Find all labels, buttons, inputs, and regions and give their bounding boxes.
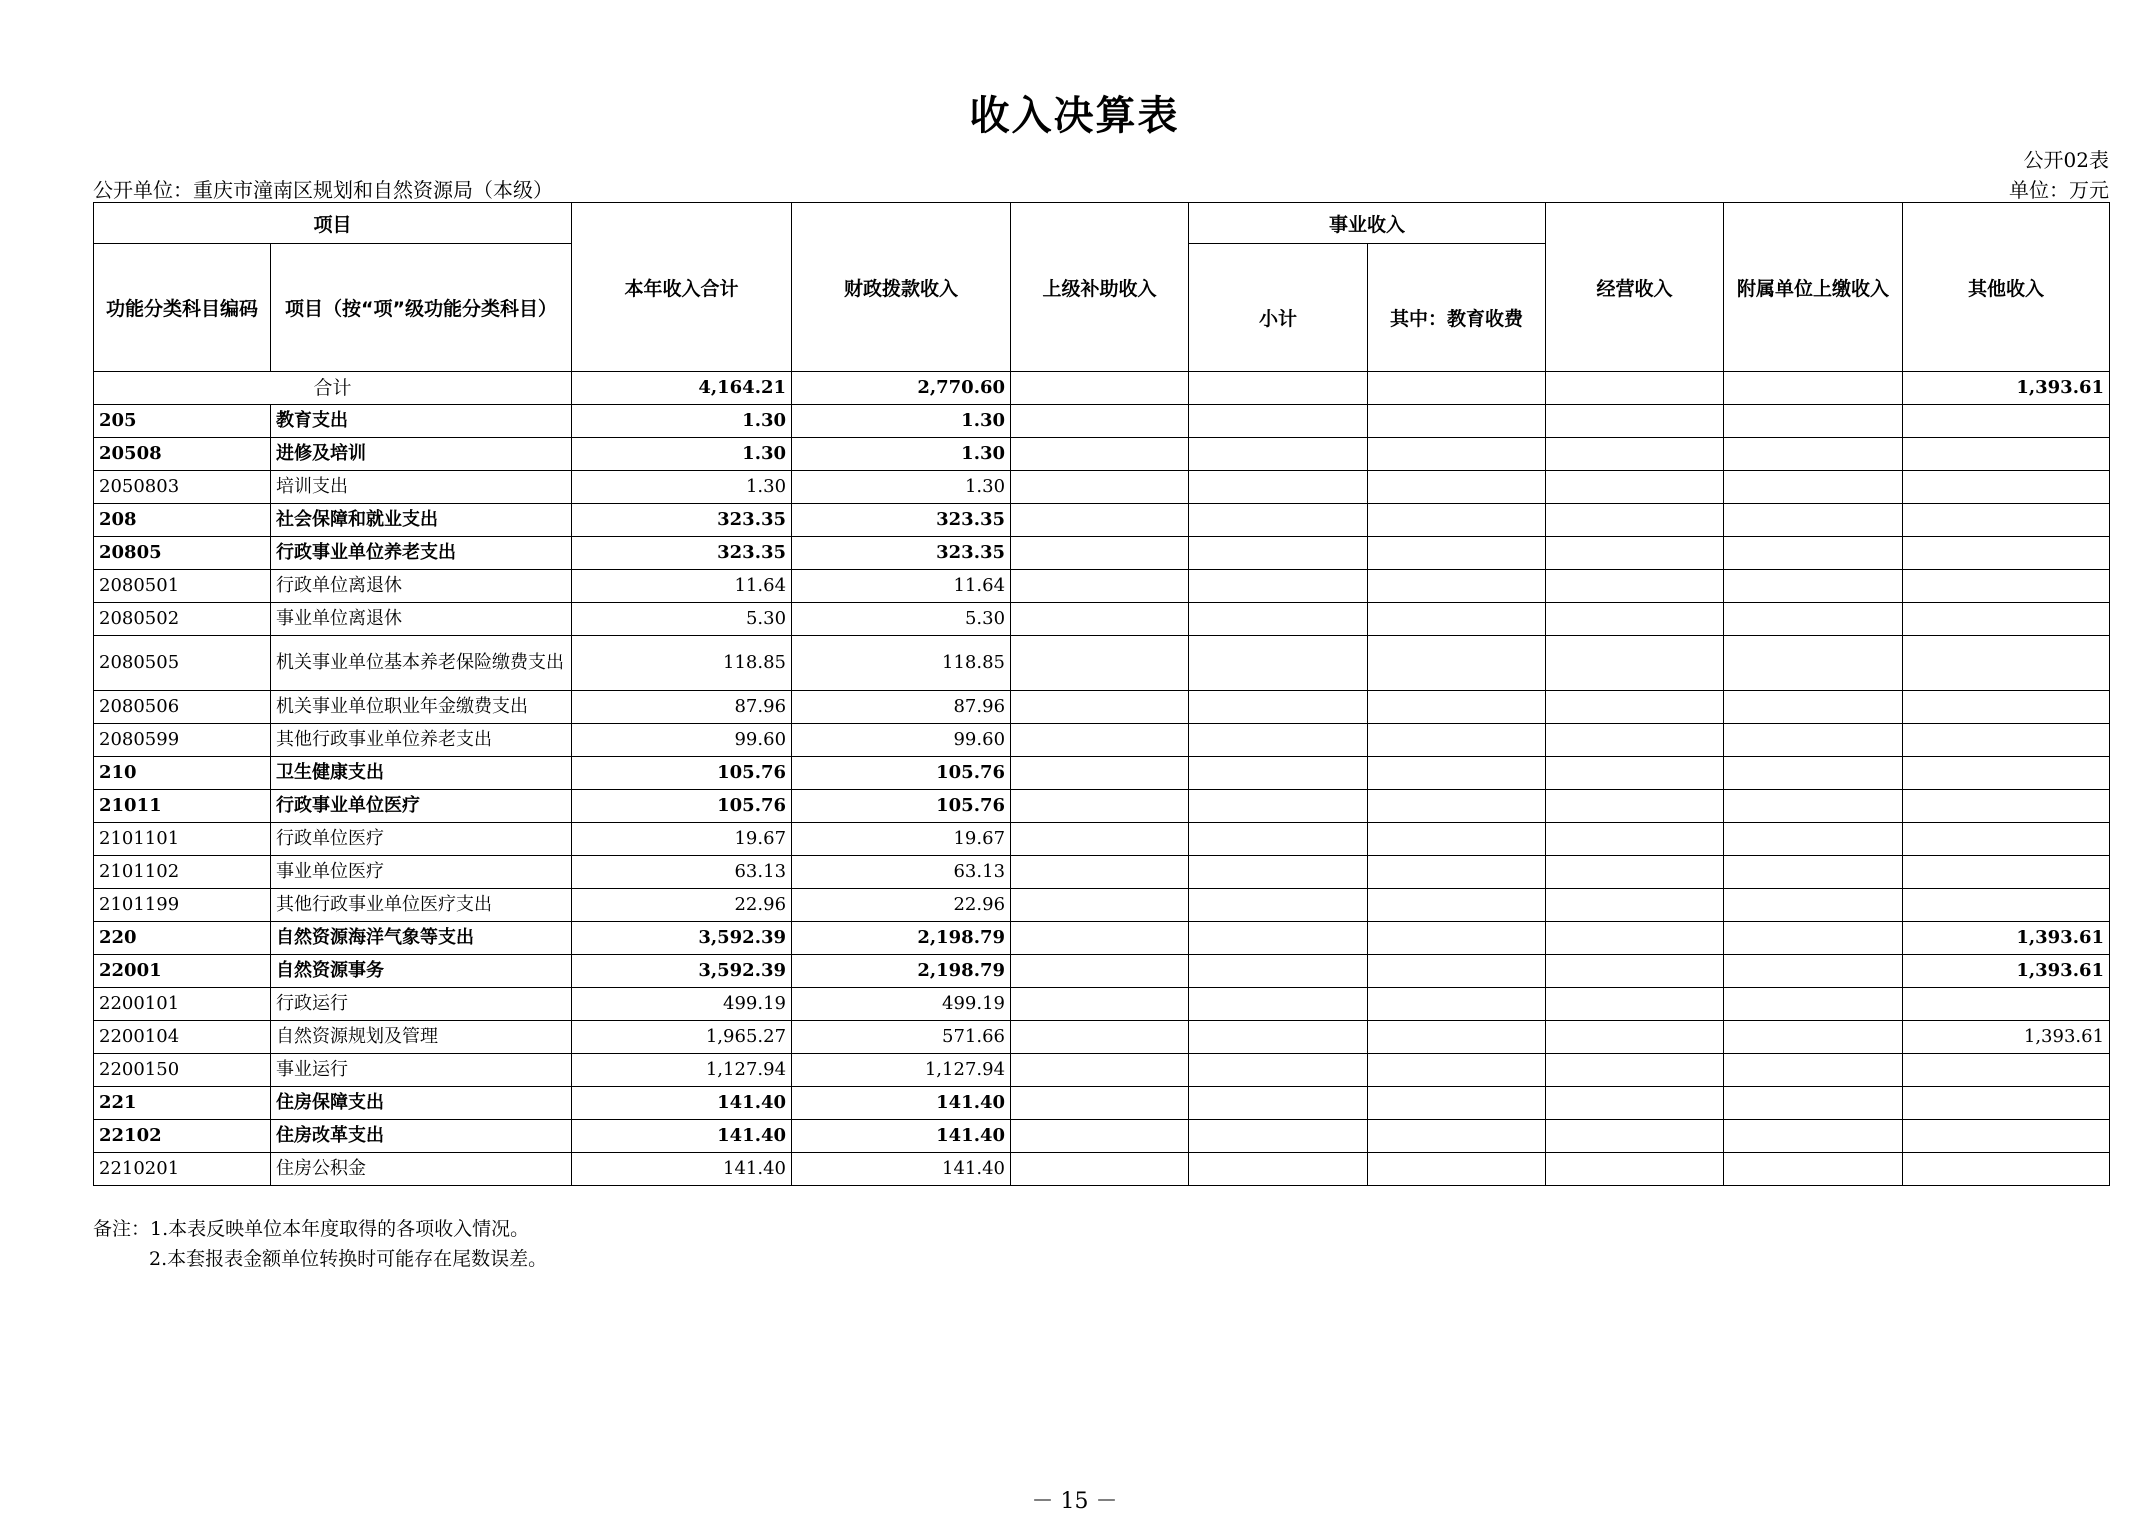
name-cell: 住房保障支出 [271, 1087, 572, 1120]
name-cell: 社会保障和就业支出 [271, 504, 572, 537]
education-cell [1368, 757, 1546, 790]
superior-cell [1011, 922, 1189, 955]
affiliated-cell [1724, 691, 1903, 724]
code-cell: 2080599 [94, 724, 271, 757]
name-cell: 行政运行 [271, 988, 572, 1021]
operating-cell [1546, 724, 1724, 757]
affiliated-cell [1724, 790, 1903, 823]
name-cell: 自然资源规划及管理 [271, 1021, 572, 1054]
education-cell [1368, 1054, 1546, 1087]
other-cell [1903, 724, 2110, 757]
header-education: 其中：教育收费 [1368, 244, 1546, 372]
total-cell: 141.40 [572, 1153, 792, 1186]
total-cell: 323.35 [572, 504, 792, 537]
total-cell: 1,965.27 [572, 1021, 792, 1054]
subtotal-cell [1189, 471, 1368, 504]
table-row [94, 471, 2110, 504]
table-row [94, 790, 2110, 823]
other-cell [1903, 988, 2110, 1021]
education-cell [1368, 724, 1546, 757]
affiliated-cell [1724, 988, 1903, 1021]
page-title: 收入决算表 [969, 93, 1180, 139]
code-cell: 205 [94, 405, 271, 438]
fiscal-cell: 141.40 [792, 1087, 1011, 1120]
affiliated-cell [1724, 603, 1903, 636]
table-row [94, 856, 2110, 889]
table-row [94, 691, 2110, 724]
operating-cell [1546, 790, 1724, 823]
table-row [94, 405, 2110, 438]
other-cell [1903, 1120, 2110, 1153]
code-cell: 2200104 [94, 1021, 271, 1054]
name-cell: 行政单位医疗 [271, 823, 572, 856]
code-cell: 22001 [94, 955, 271, 988]
table-row [94, 823, 2110, 856]
total-cell: 141.40 [572, 1120, 792, 1153]
superior-cell [1011, 471, 1189, 504]
other-cell [1903, 1054, 2110, 1087]
total-cell: 105.76 [572, 790, 792, 823]
total-superior [1011, 372, 1189, 405]
affiliated-cell [1724, 823, 1903, 856]
superior-cell [1011, 1054, 1189, 1087]
operating-cell [1546, 1054, 1724, 1087]
code-cell: 2080506 [94, 691, 271, 724]
total-cell: 1,127.94 [572, 1054, 792, 1087]
other-cell: 1,393.61 [1903, 1021, 2110, 1054]
header-affiliated: 附属单位上缴收入 [1724, 203, 1903, 372]
page-number: － 15 － [1031, 1489, 1118, 1514]
total-cell: 118.85 [572, 636, 792, 691]
education-cell [1368, 823, 1546, 856]
subtotal-cell [1189, 603, 1368, 636]
subtotal-cell [1189, 724, 1368, 757]
superior-cell [1011, 1021, 1189, 1054]
affiliated-cell [1724, 955, 1903, 988]
superior-cell [1011, 636, 1189, 691]
subtotal-cell [1189, 1054, 1368, 1087]
table-row [94, 724, 2110, 757]
total-cell: 1.30 [572, 405, 792, 438]
table-row [94, 922, 2110, 955]
affiliated-cell [1724, 757, 1903, 790]
total-affiliated [1724, 372, 1903, 405]
operating-cell [1546, 988, 1724, 1021]
code-cell: 2080505 [94, 636, 271, 691]
fiscal-cell: 141.40 [792, 1153, 1011, 1186]
total-cell: 63.13 [572, 856, 792, 889]
fiscal-cell: 11.64 [792, 570, 1011, 603]
subtotal-cell [1189, 1087, 1368, 1120]
code-cell: 210 [94, 757, 271, 790]
total-cell: 5.30 [572, 603, 792, 636]
subtotal-cell [1189, 570, 1368, 603]
subtotal-cell [1189, 856, 1368, 889]
header-superior: 上级补助收入 [1011, 203, 1189, 372]
other-cell [1903, 1087, 2110, 1120]
code-cell: 2080502 [94, 603, 271, 636]
operating-cell [1546, 691, 1724, 724]
education-cell [1368, 504, 1546, 537]
education-cell [1368, 405, 1546, 438]
header-other: 其他收入 [1903, 203, 2110, 372]
other-cell [1903, 856, 2110, 889]
superior-cell [1011, 1120, 1189, 1153]
code-cell: 2210201 [94, 1153, 271, 1186]
fiscal-cell: 63.13 [792, 856, 1011, 889]
other-cell [1903, 570, 2110, 603]
reporting-unit: 公开单位：重庆市潼南区规划和自然资源局（本级） [93, 178, 553, 202]
header-code: 功能分类科目编码 [94, 244, 271, 372]
subtotal-cell [1189, 823, 1368, 856]
table-row [94, 757, 2110, 790]
income-table [93, 202, 2110, 1186]
subtotal-cell [1189, 1021, 1368, 1054]
fiscal-cell: 118.85 [792, 636, 1011, 691]
subtotal-cell [1189, 790, 1368, 823]
fiscal-cell: 323.35 [792, 504, 1011, 537]
table-row [94, 1153, 2110, 1186]
other-cell [1903, 405, 2110, 438]
fiscal-cell: 105.76 [792, 757, 1011, 790]
table-row [94, 504, 2110, 537]
education-cell [1368, 955, 1546, 988]
operating-cell [1546, 603, 1724, 636]
subtotal-cell [1189, 922, 1368, 955]
superior-cell [1011, 823, 1189, 856]
operating-cell [1546, 889, 1724, 922]
education-cell [1368, 1087, 1546, 1120]
fiscal-cell: 99.60 [792, 724, 1011, 757]
table-row [94, 1120, 2110, 1153]
name-cell: 教育支出 [271, 405, 572, 438]
table-row [94, 603, 2110, 636]
fiscal-cell: 499.19 [792, 988, 1011, 1021]
name-cell: 进修及培训 [271, 438, 572, 471]
education-cell [1368, 438, 1546, 471]
operating-cell [1546, 955, 1724, 988]
fiscal-cell: 1,127.94 [792, 1054, 1011, 1087]
education-cell [1368, 537, 1546, 570]
name-cell: 机关事业单位基本养老保险缴费支出 [271, 636, 572, 691]
subtotal-cell [1189, 504, 1368, 537]
superior-cell [1011, 570, 1189, 603]
fiscal-cell: 2,198.79 [792, 922, 1011, 955]
table-row [94, 1021, 2110, 1054]
subtotal-cell [1189, 757, 1368, 790]
name-cell: 自然资源事务 [271, 955, 572, 988]
header-total: 本年收入合计 [572, 203, 792, 372]
fiscal-cell: 141.40 [792, 1120, 1011, 1153]
total-fiscal: 2,770.60 [792, 372, 1011, 405]
notes [93, 1214, 547, 1274]
note-1: 备注：1.本表反映单位本年度取得的各项收入情况。 [93, 1218, 530, 1240]
total-cell: 11.64 [572, 570, 792, 603]
superior-cell [1011, 438, 1189, 471]
name-cell: 住房改革支出 [271, 1120, 572, 1153]
code-cell: 2200150 [94, 1054, 271, 1087]
other-cell [1903, 757, 2110, 790]
affiliated-cell [1724, 471, 1903, 504]
superior-cell [1011, 988, 1189, 1021]
subtotal-cell [1189, 1153, 1368, 1186]
total-cell: 99.60 [572, 724, 792, 757]
fiscal-cell: 1.30 [792, 471, 1011, 504]
total-subtotal [1189, 372, 1368, 405]
total-cell: 19.67 [572, 823, 792, 856]
operating-cell [1546, 537, 1724, 570]
education-cell [1368, 691, 1546, 724]
form-number: 公开02表 [2023, 148, 2109, 172]
affiliated-cell [1724, 438, 1903, 471]
code-cell: 2050803 [94, 471, 271, 504]
name-cell: 其他行政事业单位医疗支出 [271, 889, 572, 922]
code-cell: 208 [94, 504, 271, 537]
operating-cell [1546, 504, 1724, 537]
name-cell: 培训支出 [271, 471, 572, 504]
education-cell [1368, 790, 1546, 823]
code-cell: 2200101 [94, 988, 271, 1021]
education-cell [1368, 636, 1546, 691]
code-cell: 2080501 [94, 570, 271, 603]
code-cell: 20805 [94, 537, 271, 570]
other-cell [1903, 537, 2110, 570]
subtotal-cell [1189, 955, 1368, 988]
affiliated-cell [1724, 570, 1903, 603]
affiliated-cell [1724, 504, 1903, 537]
total-cell: 105.76 [572, 757, 792, 790]
superior-cell [1011, 504, 1189, 537]
fiscal-cell: 5.30 [792, 603, 1011, 636]
header-operating: 经营收入 [1546, 203, 1724, 372]
table-row [94, 636, 2110, 691]
code-cell: 2101102 [94, 856, 271, 889]
fiscal-cell: 1.30 [792, 438, 1011, 471]
other-cell [1903, 603, 2110, 636]
education-cell [1368, 570, 1546, 603]
name-cell: 行政事业单位医疗 [271, 790, 572, 823]
other-cell [1903, 823, 2110, 856]
other-cell [1903, 1153, 2110, 1186]
operating-cell [1546, 1120, 1724, 1153]
affiliated-cell [1724, 1021, 1903, 1054]
total-amount: 4,164.21 [572, 372, 792, 405]
superior-cell [1011, 691, 1189, 724]
education-cell [1368, 922, 1546, 955]
code-cell: 21011 [94, 790, 271, 823]
education-cell [1368, 1153, 1546, 1186]
header-business: 事业收入 [1189, 203, 1546, 244]
name-cell: 行政单位离退休 [271, 570, 572, 603]
superior-cell [1011, 790, 1189, 823]
header-item: 项目 [94, 203, 572, 244]
affiliated-cell [1724, 724, 1903, 757]
operating-cell [1546, 757, 1724, 790]
name-cell: 其他行政事业单位养老支出 [271, 724, 572, 757]
affiliated-cell [1724, 537, 1903, 570]
affiliated-cell [1724, 636, 1903, 691]
affiliated-cell [1724, 856, 1903, 889]
table-row [94, 988, 2110, 1021]
total-cell: 1.30 [572, 471, 792, 504]
name-cell: 机关事业单位职业年金缴费支出 [271, 691, 572, 724]
other-cell: 1,393.61 [1903, 922, 2110, 955]
subtotal-cell [1189, 1120, 1368, 1153]
operating-cell [1546, 1021, 1724, 1054]
affiliated-cell [1724, 1087, 1903, 1120]
table-row [94, 1054, 2110, 1087]
other-cell [1903, 691, 2110, 724]
education-cell [1368, 988, 1546, 1021]
total-label: 合计 [94, 372, 572, 405]
code-cell: 2101199 [94, 889, 271, 922]
total-cell: 3,592.39 [572, 922, 792, 955]
education-cell [1368, 1120, 1546, 1153]
fiscal-cell: 323.35 [792, 537, 1011, 570]
affiliated-cell [1724, 1120, 1903, 1153]
fiscal-cell: 1.30 [792, 405, 1011, 438]
affiliated-cell [1724, 1054, 1903, 1087]
operating-cell [1546, 471, 1724, 504]
total-cell: 87.96 [572, 691, 792, 724]
total-operating [1546, 372, 1724, 405]
operating-cell [1546, 636, 1724, 691]
other-cell: 1,393.61 [1903, 955, 2110, 988]
subtotal-cell [1189, 636, 1368, 691]
other-cell [1903, 790, 2110, 823]
name-cell: 自然资源海洋气象等支出 [271, 922, 572, 955]
subtotal-cell [1189, 438, 1368, 471]
unit-line [93, 174, 2109, 203]
total-row [94, 372, 2110, 405]
superior-cell [1011, 955, 1189, 988]
code-cell: 20508 [94, 438, 271, 471]
other-cell [1903, 889, 2110, 922]
operating-cell [1546, 570, 1724, 603]
superior-cell [1011, 1087, 1189, 1120]
subtotal-cell [1189, 537, 1368, 570]
total-cell: 3,592.39 [572, 955, 792, 988]
name-cell: 事业单位医疗 [271, 856, 572, 889]
name-cell: 事业运行 [271, 1054, 572, 1087]
name-cell: 住房公积金 [271, 1153, 572, 1186]
total-cell: 499.19 [572, 988, 792, 1021]
operating-cell [1546, 1087, 1724, 1120]
education-cell [1368, 1021, 1546, 1054]
operating-cell [1546, 856, 1724, 889]
total-other: 1,393.61 [1903, 372, 2110, 405]
code-cell: 2101101 [94, 823, 271, 856]
subtotal-cell [1189, 889, 1368, 922]
superior-cell [1011, 724, 1189, 757]
other-cell [1903, 471, 2110, 504]
fiscal-cell: 2,198.79 [792, 955, 1011, 988]
superior-cell [1011, 405, 1189, 438]
name-cell: 事业单位离退休 [271, 603, 572, 636]
header-fiscal: 财政拨款收入 [792, 203, 1011, 372]
superior-cell [1011, 603, 1189, 636]
table-row [94, 570, 2110, 603]
fiscal-cell: 87.96 [792, 691, 1011, 724]
affiliated-cell [1724, 1153, 1903, 1186]
total-cell: 141.40 [572, 1087, 792, 1120]
header-name: 项目（按“项”级功能分类科目） [271, 244, 572, 372]
code-cell: 221 [94, 1087, 271, 1120]
total-cell: 22.96 [572, 889, 792, 922]
header-subtotal: 小计 [1189, 244, 1368, 372]
total-cell: 323.35 [572, 537, 792, 570]
operating-cell [1546, 405, 1724, 438]
fiscal-cell: 19.67 [792, 823, 1011, 856]
code-cell: 22102 [94, 1120, 271, 1153]
affiliated-cell [1724, 922, 1903, 955]
education-cell [1368, 856, 1546, 889]
affiliated-cell [1724, 889, 1903, 922]
other-cell [1903, 438, 2110, 471]
education-cell [1368, 603, 1546, 636]
superior-cell [1011, 856, 1189, 889]
table-row [94, 537, 2110, 570]
operating-cell [1546, 438, 1724, 471]
superior-cell [1011, 1153, 1189, 1186]
code-cell: 220 [94, 922, 271, 955]
subtotal-cell [1189, 691, 1368, 724]
currency-unit: 单位：万元 [2009, 178, 2109, 202]
operating-cell [1546, 1153, 1724, 1186]
total-education [1368, 372, 1546, 405]
fiscal-cell: 22.96 [792, 889, 1011, 922]
education-cell [1368, 889, 1546, 922]
operating-cell [1546, 922, 1724, 955]
fiscal-cell: 571.66 [792, 1021, 1011, 1054]
name-cell: 卫生健康支出 [271, 757, 572, 790]
other-cell [1903, 504, 2110, 537]
table-row [94, 889, 2110, 922]
fiscal-cell: 105.76 [792, 790, 1011, 823]
note-2: 2.本套报表金额单位转换时可能存在尾数误差。 [149, 1248, 548, 1270]
table-row [94, 955, 2110, 988]
superior-cell [1011, 757, 1189, 790]
table-row [94, 438, 2110, 471]
superior-cell [1011, 889, 1189, 922]
affiliated-cell [1724, 405, 1903, 438]
education-cell [1368, 471, 1546, 504]
superior-cell [1011, 537, 1189, 570]
operating-cell [1546, 823, 1724, 856]
subtotal-cell [1189, 405, 1368, 438]
subtotal-cell [1189, 988, 1368, 1021]
table-row [94, 1087, 2110, 1120]
other-cell [1903, 636, 2110, 691]
name-cell: 行政事业单位养老支出 [271, 537, 572, 570]
total-cell: 1.30 [572, 438, 792, 471]
